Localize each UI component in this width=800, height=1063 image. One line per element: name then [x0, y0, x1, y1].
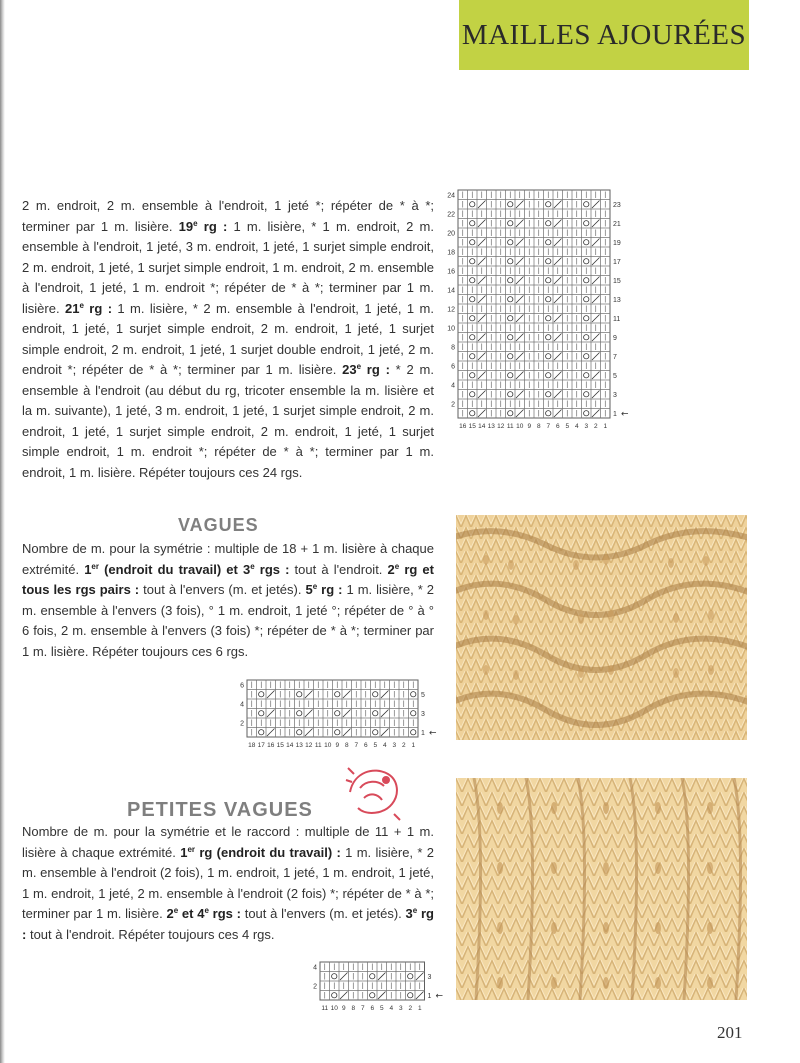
column-label: 13: [487, 423, 495, 430]
petites-vagues-heading: PETITES VAGUES: [127, 799, 313, 821]
column-label: 3: [584, 423, 589, 430]
column-label: 4: [389, 1005, 394, 1012]
page-number: 201: [717, 1023, 743, 1042]
row-label-right: 5: [421, 692, 425, 700]
row-label-left: 14: [447, 287, 455, 295]
column-label: 9: [527, 423, 532, 430]
row-label-left: 20: [447, 230, 455, 238]
vagues-paragraph: Nombre de m. pour la symétrie : multiple de 18 + 1 m. lisière à chaque extrémité. 1er (endroit du travail) et 3e rgs : tout à l'endroit. 2e rg et tous les rgs pairs : tout à l'envers (m. et jetés). 5e rg : 1 m. lisière, * 2 m. ensemble à l'envers (3 fois), ° 1 m. endroit, 1 jeté °; répéter de ° à ° 6 fois, 2 m. ensemble à l'envers (3 fois) *; répéter de * à *; terminer par 1 m. lisière. Répéter toujours ces 6 rgs.: [22, 541, 434, 659]
row-label-left: 22: [447, 211, 455, 219]
row-label-left: 8: [451, 344, 455, 352]
column-label: 14: [478, 423, 486, 430]
stitch-chart-main: [443, 186, 633, 436]
swatch-photo-vagues: [456, 515, 747, 740]
row-label-right: 21: [613, 221, 621, 229]
column-label: 15: [468, 423, 476, 430]
column-label: 11: [506, 423, 514, 430]
column-label: 7: [360, 1005, 365, 1012]
column-label: 1: [417, 1005, 422, 1012]
column-label: 14: [286, 742, 294, 749]
stitch-chart-petites-vagues: [306, 958, 446, 1024]
page-gutter-shadow: [0, 0, 5, 1063]
column-label: 8: [536, 423, 541, 430]
column-label: 6: [363, 742, 368, 749]
row-label-right: 19: [613, 240, 621, 248]
row-label-left: 2: [240, 720, 244, 728]
row-label-left: 24: [447, 192, 455, 200]
row-label-right: 23: [613, 202, 621, 210]
column-label: 11: [314, 742, 322, 749]
column-label: 1: [603, 423, 608, 430]
swatch-vagues-texture: [456, 515, 747, 740]
column-label: 17: [257, 742, 265, 749]
column-label: 18: [248, 742, 256, 749]
column-label: 7: [546, 423, 551, 430]
column-label: 9: [341, 1005, 346, 1012]
row-label-right: 11: [613, 316, 621, 324]
row-label-right: 1: [421, 730, 425, 738]
column-label: 2: [593, 423, 598, 430]
row-label-left: 10: [447, 325, 455, 333]
column-label: 10: [324, 742, 332, 749]
stitch-chart-vagues: [232, 676, 452, 752]
column-label: 12: [497, 423, 505, 430]
row-label-right: 3: [613, 392, 617, 400]
column-label: 6: [370, 1005, 375, 1012]
row-label-left: 4: [451, 382, 455, 390]
row-label-left: 18: [447, 249, 455, 257]
vagues-heading: VAGUES: [178, 515, 259, 535]
row-label-right: 3: [421, 711, 425, 719]
row-label-left: 6: [451, 363, 455, 371]
start-row-arrow: ←: [429, 728, 437, 739]
intro-paragraph: 2 m. endroit, 2 m. ensemble à l'endroit, 1 jeté *; répéter de * à *; terminer par 1 m. lisière. 19e rg : 1 m. lisière, * 1 m. endroit, 2 m. ensemble à l'endroit, 1 jeté, 3 m. endroit, 1 jeté, 1 surjet simple endroit, 2 m. endroit, 1 jeté, 1 surjet simple endroit, 1 m. endroit, 2 m. ensemble à l'endroit, 1 jeté, 1 m. endroit *; répéter de * à *; terminer par 1 m. lisière. 21e rg : 1 m. lisière, * 2 m. ensemble à l'endroit, 1 jeté, 1 m. endroit, 1 jeté, 1 surjet simple endroit, 2 m. endroit, 1 jeté, 1 surjet simple endroit, 2 m. endroit, 1 jeté, 1 surjet double endroit, 1 jeté, 2 m. endroit *; répéter de * à *; terminer par 1 m. lisière. 23e rg : * 2 m. ensemble à l'endroit (au début du rg, tricoter ensemble la m. lisière et la m. suivante), 1 jeté, 3 m. endroit, 1 jeté, 1 surjet simple endroit, 2 m. endroit, 1 jeté, 1 surjet simple endroit, 2 m. endroit, 1 jeté, 1 surjet simple endroit, 1 m. endroit *; répéter de * à *; terminer par 1 m. endroit, 1 m. lisière. Répéter toujours ces 24 rgs.: [22, 198, 434, 480]
row-label-left: 12: [447, 306, 455, 314]
column-label: 13: [295, 742, 303, 749]
column-label: 7: [354, 742, 359, 749]
column-label: 8: [351, 1005, 356, 1012]
column-label: 6: [555, 423, 560, 430]
decorative-stamp-image: [344, 762, 404, 822]
row-label-left: 4: [313, 964, 317, 972]
row-label-right: 17: [613, 259, 621, 267]
column-label: 1: [411, 742, 416, 749]
column-label: 4: [382, 742, 387, 749]
column-label: 10: [330, 1005, 338, 1012]
row-label-right: 15: [613, 278, 621, 286]
row-label-right: 3: [427, 974, 432, 982]
column-label: 16: [267, 742, 275, 749]
swatch-petites-vagues-texture: [456, 778, 747, 1000]
column-label: 9: [335, 742, 340, 749]
column-label: 4: [574, 423, 579, 430]
column-label: 5: [379, 1005, 384, 1012]
column-label: 15: [276, 742, 284, 749]
column-label: 5: [373, 742, 378, 749]
column-label: 16: [459, 423, 467, 430]
column-label: 8: [344, 742, 349, 749]
column-label: 11: [321, 1005, 329, 1012]
swatch-photo-petites-vagues: [456, 778, 747, 1000]
column-label: 2: [401, 742, 406, 749]
start-row-arrow: ←: [435, 991, 444, 1002]
row-label-right: 5: [613, 373, 617, 381]
row-label-right: 13: [613, 297, 621, 305]
start-row-arrow: ←: [621, 409, 629, 420]
row-label-left: 4: [240, 701, 244, 709]
row-label-right: 1: [613, 411, 617, 419]
column-label: 3: [392, 742, 397, 749]
row-label-left: 16: [447, 268, 455, 276]
row-label-left: 2: [451, 401, 455, 409]
column-label: 3: [398, 1005, 403, 1012]
row-label-left: 6: [240, 682, 244, 690]
row-label-left: 2: [313, 983, 317, 991]
column-label: 10: [516, 423, 524, 430]
column-label: 12: [305, 742, 313, 749]
row-label-right: 7: [613, 354, 617, 362]
section-title: MAILLES AJOURÉES: [461, 18, 747, 51]
row-label-right: 9: [613, 335, 617, 343]
column-label: 5: [565, 423, 570, 430]
petites-vagues-paragraph: Nombre de m. pour la symétrie et le raccord : multiple de 11 + 1 m. lisière à chaque extrémité. 1er rg (endroit du travail) : 1 m. lisière, * 2 m. ensemble à l'endroit (2 fois), 1 m. endroit, 1 jeté, 1 m. endroit, 1 jeté, 1 m. endroit, 1 jeté, 2 m. ensemble à l'endroit (2 fois) *; répéter de * à *; terminer par 1 m. lisière. 2e et 4e rgs : tout à l'envers (m. et jetés). 3e rg : tout à l'endroit. Répéter toujours ces 4 rgs.: [22, 824, 434, 942]
section-title-tag: [459, 0, 749, 70]
row-label-right: 1: [427, 993, 432, 1001]
column-label: 2: [408, 1005, 413, 1012]
